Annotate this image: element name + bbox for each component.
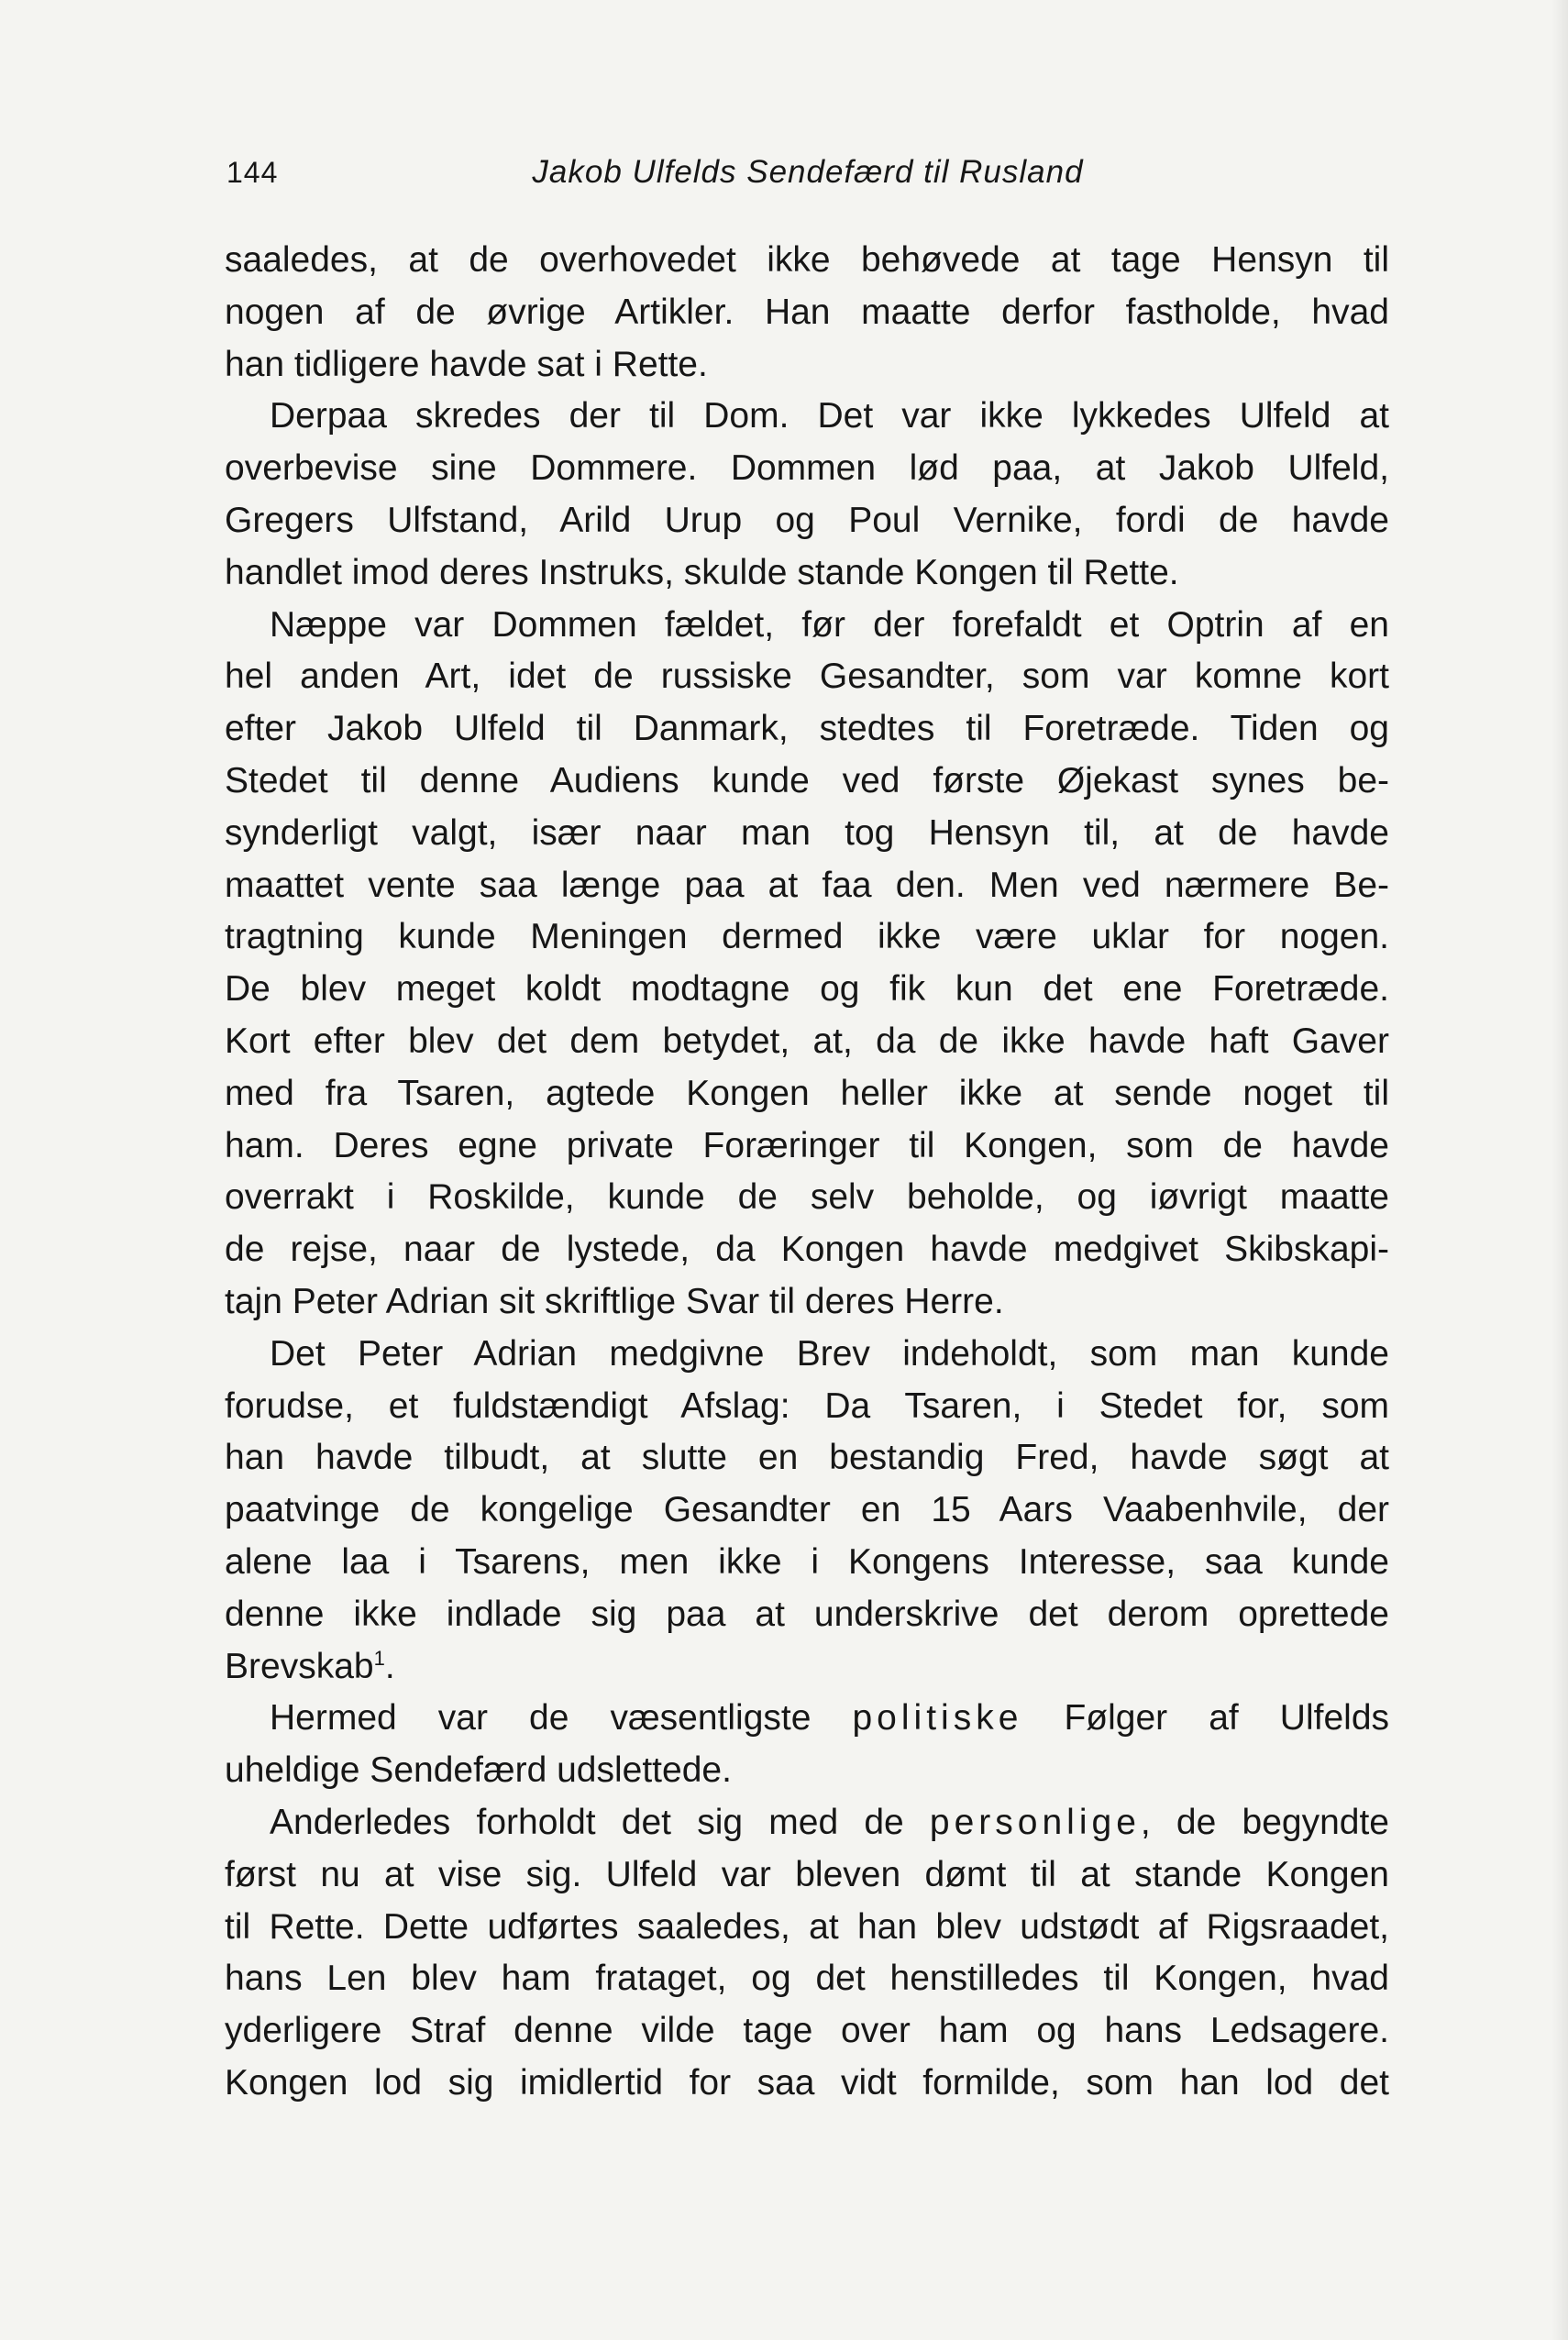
footnote-marker: 1 — [373, 1646, 385, 1670]
page-number: 144 — [226, 156, 279, 189]
page-header — [226, 154, 1389, 194]
text-line — [225, 1641, 1389, 1694]
text-line: han tidligere havde sat i Rette. — [225, 344, 708, 384]
text-line: forudse, et fuldstændigt Afslag: Da Tsaren, i Stedet for, som — [225, 1385, 1389, 1426]
text-line: denne ikke indlade sig paa at underskrive det derom oprettede — [225, 1594, 1389, 1634]
text-line: Stedet til denne Audiens kunde ved første Øjekast synes be- — [225, 760, 1389, 800]
text-fragment: Hermed var de væsentligste — [270, 1698, 853, 1738]
text-line: de rejse, naar de lystede, da Kongen havde medgivet Skibskapi- — [225, 1230, 1389, 1270]
text-line: synderligt valgt, især naar man tog Hensyn til, at de havde — [225, 812, 1389, 853]
text-fragment: , de begyndte — [1140, 1802, 1389, 1842]
text-line: De blev meget koldt modtagne og fik kun det ene Foretræde. — [225, 969, 1389, 1010]
text-line: handlet imod deres Instruks, skulde stande Kongen til Rette. — [225, 552, 1179, 592]
text-line: alene laa i Tsarens, men ikke i Kongens Interesse, saa kunde — [225, 1541, 1389, 1582]
text-line: overrakt i Roskilde, kunde de selv beholde, og iøvrigt maatte — [225, 1177, 1389, 1218]
text-line — [225, 1797, 1389, 1849]
text-line: Derpaa skredes der til Dom. Det var ikke lykkedes Ulfeld at — [270, 396, 1389, 436]
text-fragment: Brevskab — [225, 1646, 374, 1686]
text-line: Kort efter blev det dem betydet, at, da de ikke havde haft Gaver — [225, 1021, 1389, 1061]
text-line: Næppe var Dommen fældet, før der forefaldt et Optrin af en — [270, 604, 1389, 645]
emphasized-word: politiske — [852, 1698, 1023, 1738]
text-line: maattet vente saa længe paa at faa den. Men ved nærmere Be- — [225, 865, 1389, 905]
text-line: saaledes, at de overhovedet ikke behøvede at tage Hensyn til — [225, 240, 1389, 280]
text-line: hans Len blev ham frataget, og det henstilledes til Kongen, hvad — [225, 1959, 1389, 1999]
text-line: med fra Tsaren, agtede Kongen heller ikke at sende noget til — [225, 1073, 1389, 1113]
text-line: efter Jakob Ulfeld til Danmark, stedtes til Foretræde. Tiden og — [225, 709, 1389, 749]
running-title: Jakob Ulfelds Sendefærd til Rusland — [532, 154, 1084, 190]
body-text — [225, 235, 1389, 2110]
emphasized-word: personlige — [929, 1802, 1141, 1842]
text-fragment: . — [384, 1646, 395, 1686]
text-line: til Rette. Dette udførtes saaledes, at han blev udstødt af Rigsraadet, — [225, 1906, 1389, 1947]
text-line: overbevise sine Dommere. Dommen lød paa, at Jakob Ulfeld, — [225, 448, 1389, 489]
text-line: uheldige Sendefærd udslettede. — [225, 1750, 732, 1791]
text-fragment: Anderledes forholdt det sig med de — [270, 1802, 930, 1842]
text-line: tajn Peter Adrian sit skriftlige Svar til deres Herre. — [225, 1281, 1004, 1321]
page-edge-shadow — [1551, 0, 1568, 2340]
text-line: yderligere Straf denne vilde tage over ham og hans Ledsagere. — [225, 2011, 1389, 2051]
text-line: Gregers Ulfstand, Arild Urup og Poul Vernike, fordi de havde — [225, 500, 1389, 540]
text-line — [225, 1693, 1389, 1745]
text-line: paatvinge de kongelige Gesandter en 15 Aars Vaabenhvile, der — [225, 1490, 1389, 1530]
text-line: han havde tilbudt, at slutte en bestandig Fred, havde søgt at — [225, 1438, 1389, 1478]
text-line: først nu at vise sig. Ulfeld var bleven dømt til at stande Kongen — [225, 1854, 1389, 1894]
text-line: nogen af de øvrige Artikler. Han maatte derfor fastholde, hvad — [225, 292, 1389, 332]
text-line: hel anden Art, idet de russiske Gesandter, som var komne kort — [225, 657, 1389, 697]
text-line: Det Peter Adrian medgivne Brev indeholdt, som man kunde — [270, 1333, 1389, 1374]
text-line: tragtning kunde Meningen dermed ikke være uklar for nogen. — [225, 917, 1389, 957]
text-fragment: Følger af Ulfelds — [1022, 1698, 1390, 1738]
text-line: ham. Deres egne private Foræringer til Kongen, som de havde — [225, 1125, 1389, 1165]
text-line: Kongen lod sig imidlertid for saa vidt formilde, som han lod det — [225, 2062, 1389, 2103]
